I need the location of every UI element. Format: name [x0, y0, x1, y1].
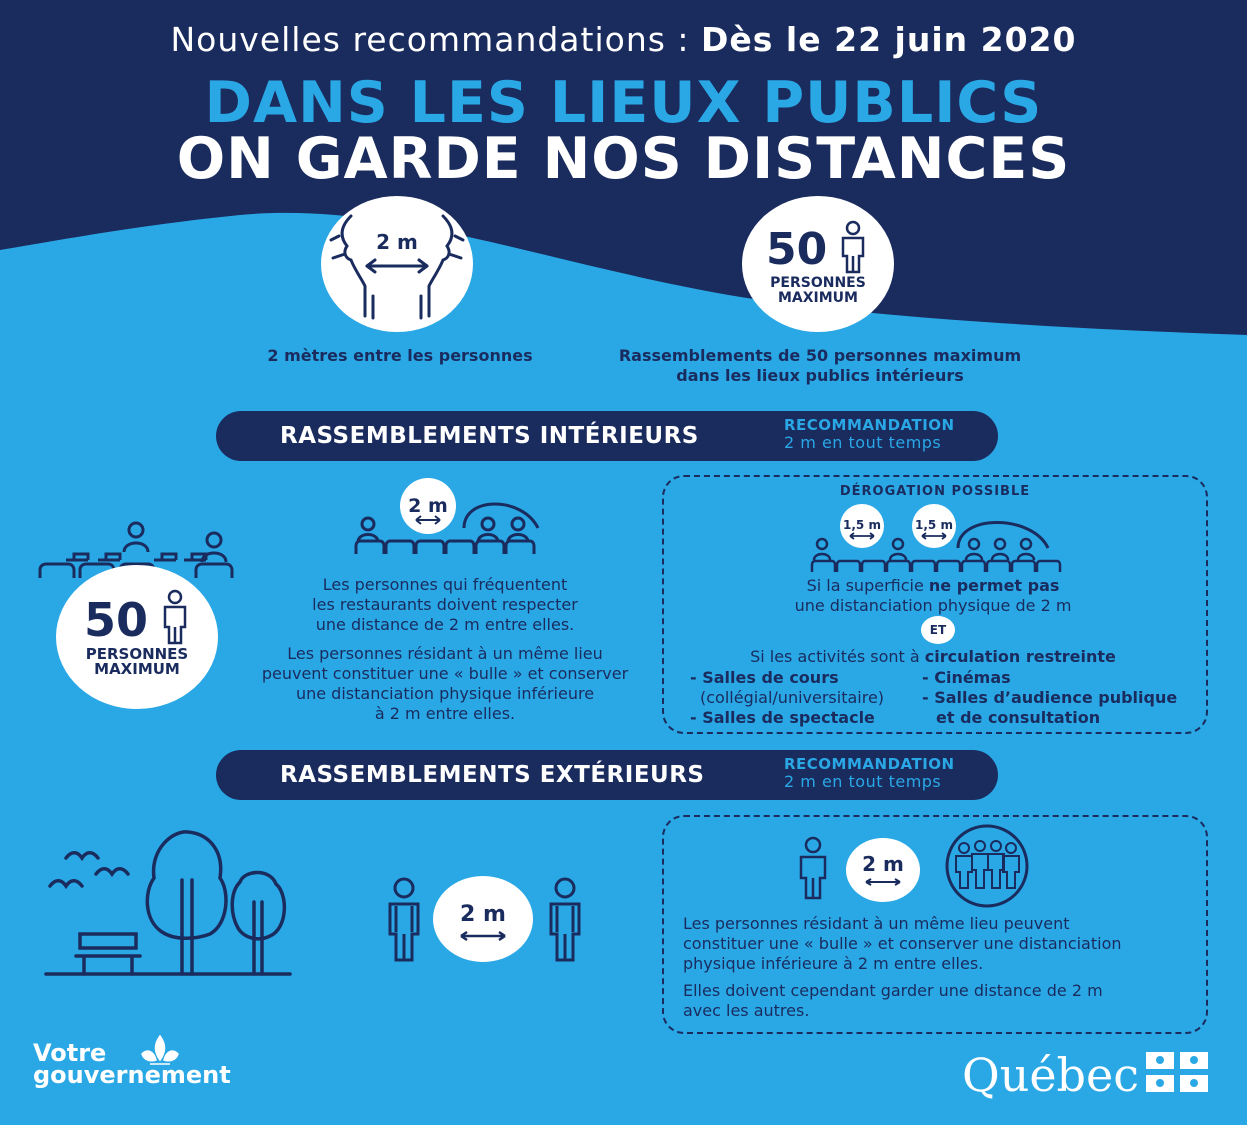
max-caption	[590, 346, 1050, 386]
title-line-2: ON GARDE NOS DISTANCES	[176, 126, 1071, 192]
p1-line-1: Les personnes qui fréquentent	[322, 575, 568, 594]
bubble-group-icon	[940, 824, 1034, 908]
seat-distance-label: 2 m	[408, 495, 448, 517]
derogation-distance-2: 1,5 m	[915, 518, 953, 532]
interior-max-badge	[56, 565, 218, 709]
p1-line-2: les restaurants doivent respecter	[312, 595, 578, 614]
person-icon	[160, 589, 190, 645]
person-icon	[838, 220, 868, 274]
derogation-list-right	[922, 668, 1202, 728]
max-number: 50	[766, 224, 828, 275]
list-right-2: - Salles d’audience publique	[922, 688, 1178, 707]
quebec-flag-icon	[1146, 1052, 1208, 1092]
p1-line-3: une distance de 2 m entre elles.	[315, 615, 575, 634]
derogation-distance-1: 1,5 m	[843, 518, 881, 532]
et-badge	[921, 616, 955, 644]
interior-recommendation	[784, 417, 955, 451]
ext-p2-line-2: avec les autres.	[683, 1001, 810, 1020]
badge-line-1: PERSONNES	[85, 645, 189, 663]
max-line-2: MAXIMUM	[777, 290, 858, 306]
list-left-3: - Salles de spectacle	[690, 708, 875, 727]
list-left-2: (collégial/universitaire)	[700, 688, 885, 707]
interior-band-title: RASSEMBLEMENTS INTÉRIEURS	[280, 423, 699, 449]
votre-gouvernement-logo	[33, 1039, 231, 1089]
ext-p1-line-2: constituer une « bulle » et conserver une distanciation	[683, 934, 1122, 953]
bench-icon	[76, 934, 140, 974]
exterior-paragraph-2	[683, 981, 1193, 1021]
badge-line-2: MAXIMUM	[94, 660, 180, 678]
ext-p1-line-1: Les personnes résidant à un même lieu peuvent	[683, 914, 1070, 933]
interior-paragraph-1	[230, 575, 660, 635]
derogation-condition-2	[662, 647, 1204, 667]
birds-icon	[50, 881, 82, 886]
distance-caption: 2 mètres entre les personnes	[267, 346, 533, 365]
footer-line-1: Votre	[33, 1039, 107, 1067]
subtitle-date: Dès le 22 juin 2020	[701, 20, 1077, 59]
ext-p2-line-1: Elles doivent cependant garder une distance de 2 m	[683, 981, 1103, 1000]
interior-rec-sub: 2 m en tout temps	[784, 433, 942, 452]
exterior-distance-label: 2 m	[460, 902, 506, 927]
max-line-1: PERSONNES	[770, 275, 866, 291]
exterior-paragraph-1	[683, 914, 1193, 974]
bubble-arc-icon	[958, 523, 1048, 549]
derogation-condition-1	[662, 576, 1204, 616]
p2-line-2: peuvent constituer une « bulle » et conserver	[261, 664, 629, 683]
exterior-distance-circle	[433, 876, 533, 962]
derogation-list-left	[690, 668, 920, 728]
ext-p1-line-3: physique inférieure à 2 m entre elles.	[683, 954, 984, 973]
header-subtitle	[0, 20, 1247, 59]
derogation-seats-illustration	[808, 504, 1070, 574]
exterior-rec-sub: 2 m en tout temps	[784, 772, 942, 791]
distance-circle	[321, 196, 473, 332]
person-icon	[384, 876, 424, 962]
list-left-1: - Salles de cours	[690, 668, 839, 687]
exterior-band-title: RASSEMBLEMENTS EXTÉRIEURS	[280, 762, 705, 788]
interior-rec-title: RECOMMANDATION	[784, 416, 955, 434]
quebec-logo: Québec	[962, 1048, 1139, 1102]
person-icon	[796, 836, 830, 900]
p2-line-4: à 2 m entre elles.	[374, 704, 516, 723]
park-illustration	[44, 828, 294, 980]
cond1-line-2: une distanciation physique de 2 m	[794, 596, 1072, 615]
title-line-1: DANS LES LIEUX PUBLICS	[204, 70, 1043, 136]
exterior-recommendation	[784, 756, 955, 790]
max-caption-line-1: Rassemblements de 50 personnes maximum	[618, 346, 1022, 365]
derogation-title: DÉROGATION POSSIBLE	[839, 484, 1031, 499]
person-icon	[545, 876, 585, 962]
exterior-band	[216, 750, 998, 800]
fleur-de-lys-icon	[138, 1034, 182, 1068]
max-circle	[742, 196, 894, 332]
interior-paragraph-2	[230, 644, 660, 724]
cond2-pre: Si les activités sont à	[750, 647, 925, 666]
max-caption-line-2: dans les lieux publics intérieurs	[676, 366, 964, 385]
subtitle-prefix: Nouvelles recommandations :	[170, 20, 702, 59]
interior-seats-illustration	[352, 478, 546, 556]
badge-number: 50	[84, 593, 149, 647]
cond2-bold: circulation restreinte	[924, 647, 1116, 666]
tree-icon	[147, 832, 226, 938]
list-right-3: et de consultation	[936, 708, 1101, 727]
footer-line-2: gouvernement	[33, 1061, 231, 1089]
box-distance-circle	[846, 838, 920, 902]
max-text	[742, 276, 894, 306]
interior-band	[216, 411, 998, 461]
exterior-rec-title: RECOMMANDATION	[784, 755, 955, 773]
bubble-arc-icon	[464, 504, 538, 528]
et-label: ET	[929, 623, 947, 637]
faces-distance-icon	[321, 196, 473, 332]
p2-line-1: Les personnes résidant à un même lieu	[287, 644, 603, 663]
badge-text	[56, 647, 218, 677]
cond1-pre: Si la superficie	[806, 576, 929, 595]
distance-label: 2 m	[376, 230, 418, 254]
tree-icon	[232, 873, 284, 939]
list-right-1: - Cinémas	[922, 668, 1011, 687]
cond1-bold: ne permet pas	[928, 576, 1060, 595]
box-distance-label: 2 m	[862, 852, 904, 876]
p2-line-3: une distanciation physique inférieure	[295, 684, 595, 703]
